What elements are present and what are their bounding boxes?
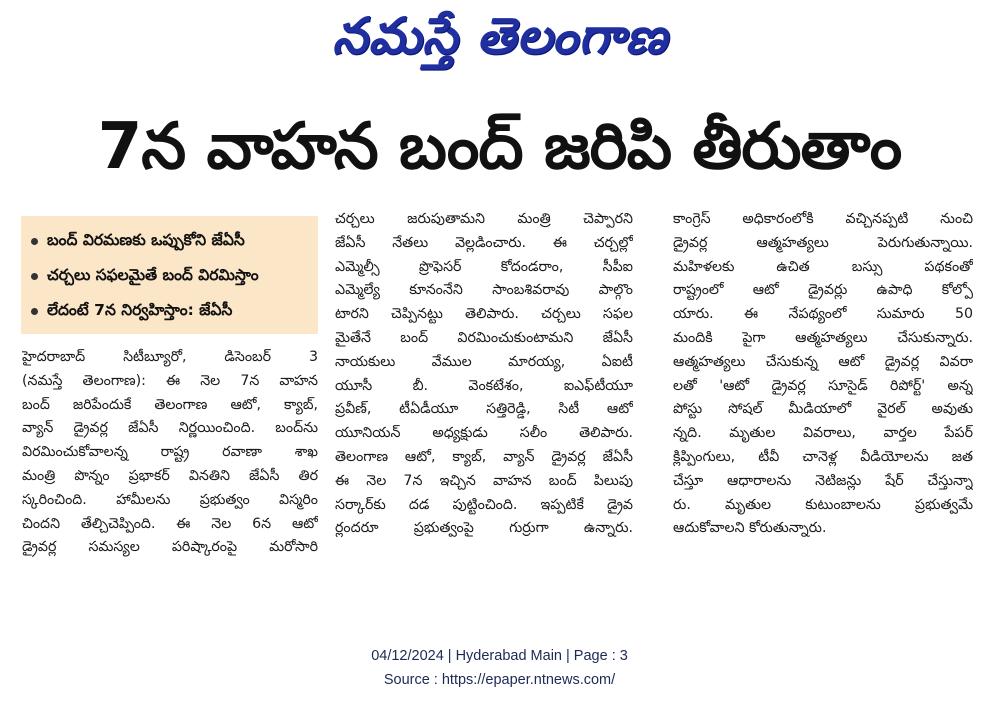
text-line: జేఏసీ నేతలు వెల్లడించారు. ఈ చర్చల్లో xyxy=(335,234,633,251)
highlight-item xyxy=(29,294,312,329)
text-line: హైదరాబాద్ సిటీబ్యూరో, డిసెంబర్ 3 xyxy=(22,349,318,365)
text-line: టారని చెప్పినట్టు తెలిపారు. చర్చలు సఫల xyxy=(335,306,633,323)
text-line: ప్రవీణ్, టీఏడీయూ సత్తిరెడ్డి, సిటీ ఆటో xyxy=(335,401,633,418)
text-line: రాష్ట్రంలో ఆటో డ్రైవర్లు ఉపాధి కోల్పో xyxy=(673,282,973,299)
text-line: ఆదుకోవాలని కోరుతున్నారు. xyxy=(673,520,827,537)
article-column-2 xyxy=(335,208,633,541)
text-line: పోస్టు సోషల్ మీడియాలో వైరల్ అవుతు xyxy=(673,401,973,418)
text-line: న్నది. మృతుల వివరాలు, వార్తల పేపర్ xyxy=(673,425,973,442)
article-column-1 xyxy=(22,346,318,560)
bullet-icon xyxy=(31,273,38,280)
article-column-3 xyxy=(673,208,973,541)
text-line: మహిళలకు ఉచిత బస్సు పథకంతో xyxy=(673,258,973,275)
text-line: ఎమ్మెల్సీ ప్రొఫెసర్ కోదండరాం, సీపీఐ xyxy=(335,258,633,275)
text-line: చేస్తూ ఆధారాలను నెటిజన్లు షేర్ చేస్తున్నా xyxy=(673,472,973,489)
text-line: డ్రైవర్ల సమస్యల పరిష్కారంపై మరోసారి xyxy=(22,539,318,556)
bullet-icon xyxy=(31,308,38,315)
highlight-item xyxy=(29,259,312,294)
highlight-text: లేదంటే 7న నిర్వహిస్తాం: జేఏసీ xyxy=(47,300,233,319)
headline: 7న వాహన బంద్ జరిపి తీరుతాం xyxy=(97,109,902,184)
text-line: ఆత్మహత్యలు చేసుకున్న ఆటో డ్రైవర్ల వివరా xyxy=(673,353,973,370)
text-line: చర్చలు జరుపుతామని మంత్రి చెప్పారని xyxy=(335,211,633,227)
text-line: క్లిప్పింగులు, టీవీ చానెళ్ల వీడియోలను జత xyxy=(673,448,973,465)
text-line: రు. మృతుల కుటుంబాలను ప్రభుత్వమే xyxy=(673,496,973,513)
text-line: డ్రైవర్ల ఆత్మహత్యలు పెరుగుతున్నాయి. xyxy=(673,234,973,251)
text-line: సర్కార్‌కు దడ పుట్టించింది. ఇప్పటికే డ్రైవ xyxy=(335,496,633,513)
text-line: కాంగ్రెస్ అధికారంలోకి వచ్చినప్పటి నుంచి xyxy=(673,211,973,227)
text-line: నాయకులు వేముల మారయ్య, ఏఐటీ xyxy=(335,353,633,370)
text-line: తెలంగాణ ఆటో, క్యాబ్, వ్యాన్ డ్రైవర్ల జేఏసీ xyxy=(335,448,633,465)
footer-source: Source : https://epaper.ntnews.com/ xyxy=(383,672,616,688)
text-line: బంద్ జరిపేందుకే తెలంగాణ ఆటో, క్యాబ్, xyxy=(22,396,318,413)
text-line: మంత్రి పొన్నం ప్రభాకర్ వినతిని జేఏసీ తిర xyxy=(22,467,318,484)
text-line: ఎమ్మెల్యే కూనంనేని సాంబశివరావు పాల్గొం xyxy=(335,282,633,299)
text-line: (నమస్తే తెలంగాణ): ఈ నెల 7న వాహన xyxy=(22,372,318,389)
text-line: యారు. ఈ నేపథ్యంలో సుమారు 50 xyxy=(673,306,973,323)
highlight-text: చర్చలు సఫలమైతే బంద్ విరమిస్తాం xyxy=(47,265,259,284)
text-line: ర్లందరూ ప్రభుత్వంపై గుర్రుగా ఉన్నారు. xyxy=(335,520,633,537)
text-line: యూసీ బీ. వెంకటేశం, ఐఎఫ్‌టీయూ xyxy=(335,377,633,394)
text-line: చిందని తేల్చిచెప్పింది. ఈ నెల 6న ఆటో xyxy=(22,515,318,532)
highlights-box xyxy=(21,216,318,334)
text-line: మందికి పైగా ఆత్మహత్యలు చేసుకున్నారు. xyxy=(673,329,973,346)
text-line: యూనియన్ అధ్యక్షుడు సలీం తెలిపారు. xyxy=(335,425,633,442)
text-line: లతో 'ఆటో డ్రైవర్ల సూసైడ్ రిపోర్ట్' అన్న xyxy=(673,377,973,394)
highlight-text: బంద్ విరమణకు ఒప్పుకోని జేఏసీ xyxy=(47,230,245,249)
masthead-logo xyxy=(300,6,700,78)
masthead-title: నమస్తే తెలంగాణ xyxy=(332,6,668,65)
bullet-icon xyxy=(31,238,38,245)
highlight-item xyxy=(29,224,312,259)
text-line: మైతేనే బంద్ విరమించుకుంటామని జేఏసీ xyxy=(335,329,633,346)
text-line: వ్యాన్ డ్రైవర్ల జేఏసీ నిర్ణయించింది. బంద్‌ను xyxy=(22,420,318,437)
footer-edition-info: 04/12/2024 | Hyderabad Main | Page : 3 xyxy=(371,648,628,664)
text-line: స్కరించింది. హామీలను ప్రభుత్వం విస్మరిం xyxy=(22,491,318,508)
text-line: విరమించుకోవాలన్న రాష్ట్ర రవాణా శాఖ xyxy=(22,444,318,461)
text-line: ఈ నెల 7న ఇచ్చిన వాహన బంద్ పిలుపు xyxy=(335,472,633,489)
